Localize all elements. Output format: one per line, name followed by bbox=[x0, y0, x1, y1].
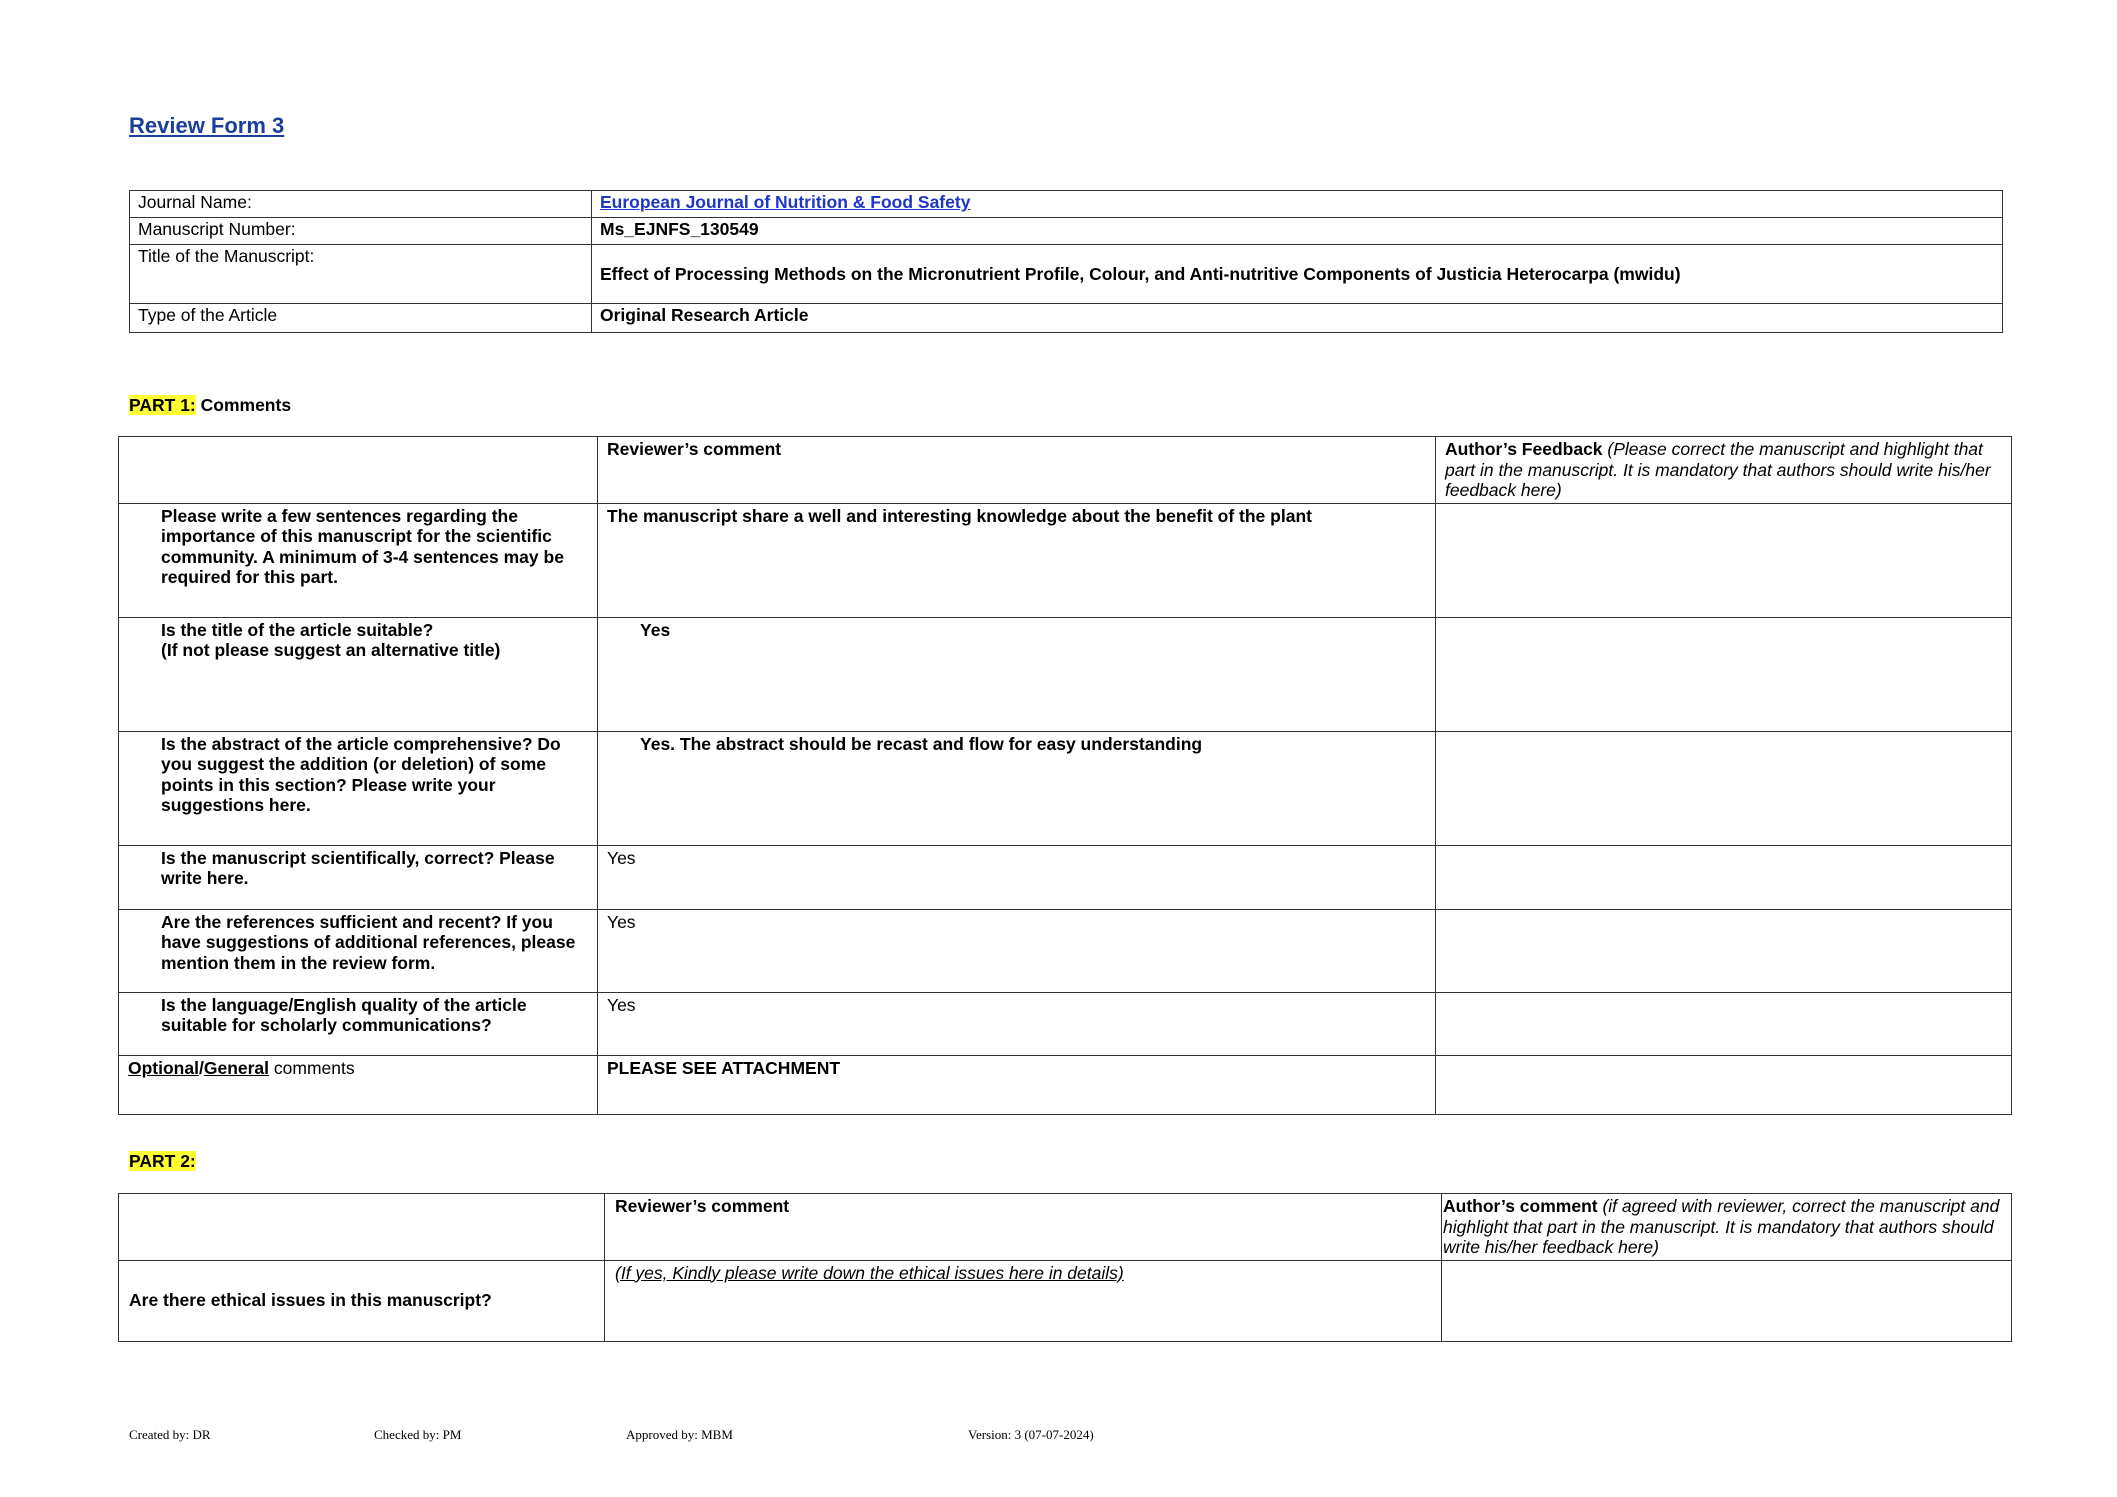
journal-name-label: Journal Name: bbox=[130, 191, 592, 218]
part2-heading bbox=[129, 1151, 196, 1172]
part1-heading bbox=[129, 395, 291, 416]
journal-name-value bbox=[592, 191, 2003, 218]
article-type-value: Original Research Article bbox=[592, 304, 2003, 333]
table-row bbox=[130, 191, 2003, 218]
form-title[interactable]: Review Form 3 bbox=[129, 113, 285, 138]
reviewer-comment-importance[interactable]: The manuscript share a well and interesting knowledge about the benefit of the plant bbox=[598, 503, 1436, 617]
reviewer-comment-references[interactable]: Yes bbox=[598, 909, 1436, 992]
table-row bbox=[119, 437, 2012, 504]
ethical-issues-prompt[interactable]: (If yes, Kindly please write down the ethical issues here in details) bbox=[605, 1260, 1442, 1341]
author-feedback-header bbox=[1436, 437, 2012, 504]
part1-label: PART 1: bbox=[129, 395, 196, 415]
reviewer-comment-abstract[interactable]: Yes. The abstract should be recast and flow for easy understanding bbox=[598, 731, 1436, 845]
question-title bbox=[119, 617, 598, 731]
manuscript-number-value: Ms_EJNFS_130549 bbox=[592, 218, 2003, 245]
reviewer-comment-scientific[interactable]: Yes bbox=[598, 845, 1436, 909]
question-references: Are the references sufficient and recent? If you have suggestions of additional references, please mention them in the review form. bbox=[119, 909, 598, 992]
table-row bbox=[119, 1194, 2012, 1261]
author-feedback-header-title: Author’s Feedback bbox=[1445, 439, 1603, 459]
question-scientific: Is the manuscript scientifically, correct? Please write here. bbox=[119, 845, 598, 909]
part1-suffix: Comments bbox=[195, 395, 292, 415]
ethical-issues-author-comment[interactable] bbox=[1442, 1260, 2012, 1341]
table-row bbox=[119, 731, 2012, 845]
empty-header-cell bbox=[119, 1194, 605, 1261]
optional-label-a: Optional bbox=[128, 1057, 199, 1078]
reviewer-comment-language[interactable]: Yes bbox=[598, 992, 1436, 1055]
table-row bbox=[119, 992, 2012, 1055]
optional-general-label bbox=[119, 1055, 598, 1114]
optional-label-c: comments bbox=[269, 1057, 355, 1078]
reviewer-comment-optional[interactable]: PLEASE SEE ATTACHMENT bbox=[598, 1055, 1436, 1114]
journal-link[interactable]: European Journal of Nutrition & Food Safety bbox=[600, 192, 971, 212]
table-row bbox=[119, 503, 2012, 617]
table-row bbox=[119, 617, 2012, 731]
author-feedback-references[interactable] bbox=[1436, 909, 2012, 992]
table-row bbox=[119, 1260, 2012, 1341]
article-type-label: Type of the Article bbox=[130, 304, 592, 333]
footer-checked-by: Checked by: PM bbox=[374, 1427, 462, 1442]
question-importance: Please write a few sentences regarding the importance of this manuscript for the scientific community. A minimum of 3-4 sentences may be required for this part. bbox=[119, 503, 598, 617]
table-row bbox=[130, 245, 2003, 304]
question-language: Is the language/English quality of the article suitable for scholarly communications? bbox=[119, 992, 598, 1055]
author-feedback-scientific[interactable] bbox=[1436, 845, 2012, 909]
table-row bbox=[119, 909, 2012, 992]
footer-approved-by: Approved by: MBM bbox=[626, 1427, 733, 1442]
author-feedback-header-note: (Please correct the manuscript and highlight that part in the manuscript. It is mandatory that authors should write his/her feedback here) bbox=[1445, 439, 1991, 500]
manuscript-title-value: Effect of Processing Methods on the Micronutrient Profile, Colour, and Anti-nutritive Components of Justicia Heterocarpa (mwidu) bbox=[592, 245, 2003, 304]
optional-label-b: General bbox=[203, 1057, 270, 1078]
table-row bbox=[119, 1055, 2012, 1114]
author-feedback-language[interactable] bbox=[1436, 992, 2012, 1055]
question-title-line2: (If not please suggest an alternative title) bbox=[161, 640, 501, 660]
question-title-line1: Is the title of the article suitable? bbox=[161, 619, 434, 640]
ethical-issues-question: Are there ethical issues in this manuscript? bbox=[119, 1260, 605, 1341]
empty-header-cell bbox=[119, 437, 598, 504]
table-row bbox=[119, 845, 2012, 909]
table-row bbox=[130, 304, 2003, 333]
reviewer-comment-header: Reviewer’s comment bbox=[598, 437, 1436, 504]
optional-label-sep: / bbox=[198, 1057, 204, 1078]
part2-reviewer-comment-header: Reviewer’s comment bbox=[605, 1194, 1442, 1261]
part2-author-comment-title: Author’s comment bbox=[1443, 1196, 1598, 1216]
footer-version: Version: 3 (07-07-2024) bbox=[968, 1427, 1094, 1442]
part1-comments-table bbox=[118, 436, 2012, 1115]
part2-author-comment-header bbox=[1442, 1194, 2012, 1261]
manuscript-number-label: Manuscript Number: bbox=[130, 218, 592, 245]
question-abstract: Is the abstract of the article comprehensive? Do you suggest the addition (or deletion) of some points in this section? Please write your suggestions here. bbox=[119, 731, 598, 845]
author-feedback-optional[interactable] bbox=[1436, 1055, 2012, 1114]
author-feedback-importance[interactable] bbox=[1436, 503, 2012, 617]
footer-created-by: Created by: DR bbox=[129, 1427, 211, 1442]
part2-author-comment-note: (if agreed with reviewer, correct the manuscript and highlight that part in the manuscript. It is mandatory that authors should write his/her feedback here) bbox=[1443, 1196, 2000, 1257]
part2-ethics-table bbox=[118, 1193, 2012, 1342]
reviewer-comment-title[interactable]: Yes bbox=[598, 617, 1436, 731]
part2-label: PART 2: bbox=[129, 1151, 196, 1171]
manuscript-info-table bbox=[129, 190, 2003, 333]
table-row bbox=[130, 218, 2003, 245]
manuscript-title-label: Title of the Manuscript: bbox=[130, 245, 592, 304]
author-feedback-abstract[interactable] bbox=[1436, 731, 2012, 845]
author-feedback-title[interactable] bbox=[1436, 617, 2012, 731]
